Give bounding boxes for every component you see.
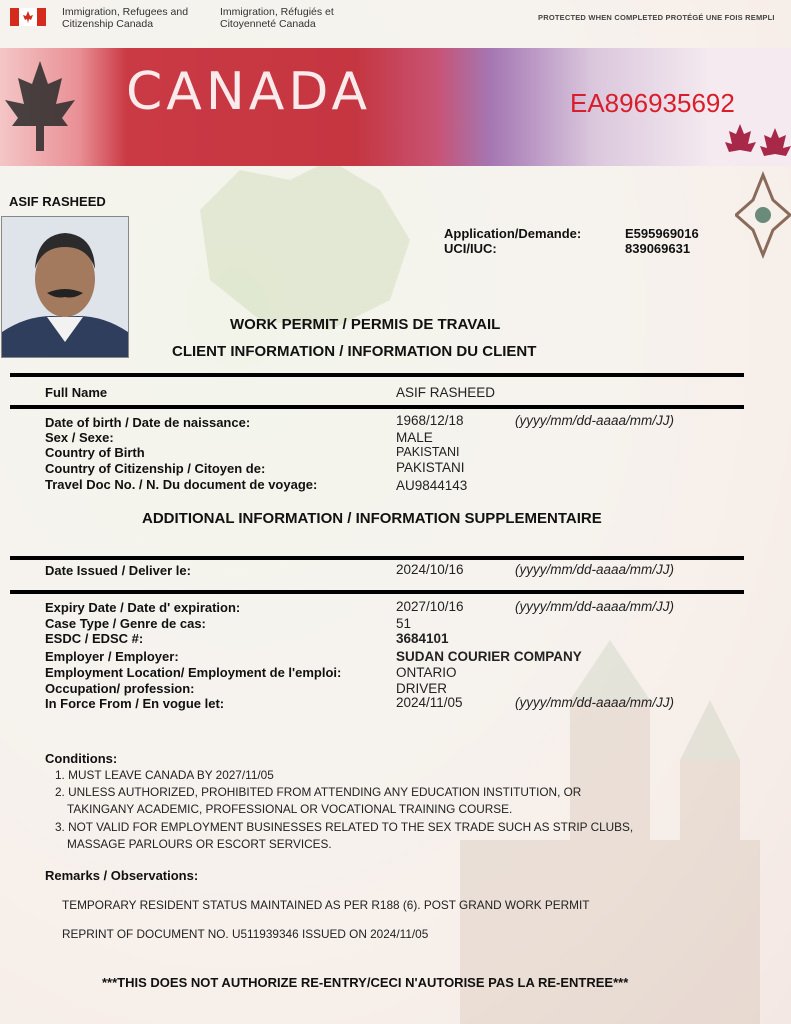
department-name-fr (220, 6, 334, 30)
holder-photo (1, 216, 129, 358)
citizenship-label: Country of Citizenship / Citoyen de: (45, 461, 266, 476)
application-value: E595969016 (625, 226, 699, 241)
protected-notice: PROTECTED WHEN COMPLETED PROTÉGÉ UNE FOIS REMPLI (538, 13, 775, 22)
dob-label: Date of birth / Date de naissance: (45, 415, 251, 430)
department-fr-line1: Immigration, Réfugiés et (220, 6, 334, 18)
country-birth-value: PAKISTANI (396, 445, 460, 459)
full-name-label: Full Name (45, 385, 108, 400)
uci-value: 839069631 (625, 241, 691, 256)
client-info-title: CLIENT INFORMATION / INFORMATION DU CLIENT (172, 343, 537, 360)
date-issued-label: Date Issued / Deliver le: (45, 563, 191, 578)
condition-3-line1: 3. NOT VALID FOR EMPLOYMENT BUSINESSES RELATED TO THE SEX TRADE SUCH AS STRIP CLUBS, (55, 820, 634, 834)
remark-1: TEMPORARY RESIDENT STATUS MAINTAINED AS PER R188 (6). POST GRAND WORK PERMIT (62, 898, 590, 912)
date-format-hint: (yyyy/mm/dd-aaaa/mm/JJ) (515, 413, 675, 428)
snowflake-emblem-icon (735, 170, 791, 260)
date-issued-value: 2024/10/16 (396, 562, 464, 577)
date-format-hint: (yyyy/mm/dd-aaaa/mm/JJ) (515, 562, 675, 577)
department-en-line2: Citizenship Canada (62, 18, 154, 30)
case-type-value: 51 (396, 616, 412, 631)
remarks-title: Remarks / Observations: (45, 868, 199, 883)
country-title: CANADA (126, 62, 372, 122)
occupation-label: Occupation/ profession: (45, 681, 195, 696)
travel-doc-label: Travel Doc No. / N. Du document de voyage: (45, 477, 318, 492)
portrait-image (2, 217, 128, 357)
condition-3-line2: MASSAGE PARLOURS OR ESCORT SERVICES. (67, 837, 332, 851)
holder-name: ASIF RASHEED (9, 194, 106, 209)
maple-leaf-icon (0, 56, 80, 156)
remark-2: REPRINT OF DOCUMENT NO. U511939346 ISSUED ON 2024/11/05 (62, 927, 429, 941)
in-force-label: In Force From / En vogue let: (45, 696, 225, 711)
department-fr-line2: Citoyenneté Canada (220, 18, 316, 30)
condition-2-line2: TAKINGANY ACADEMIC, PROFESSIONAL OR VOCATIONAL TRAINING COURSE. (67, 802, 513, 816)
date-format-hint: (yyyy/mm/dd-aaaa/mm/JJ) (515, 695, 675, 710)
dob-value: 1968/12/18 (396, 413, 464, 428)
sex-value: MALE (396, 430, 433, 445)
map-watermark (180, 150, 420, 340)
conditions-title: Conditions: (45, 751, 118, 766)
uci-label: UCI/IUC: (444, 241, 497, 256)
employer-value: SUDAN COURIER COMPANY (396, 649, 582, 664)
case-type-label: Case Type / Genre de cas: (45, 616, 206, 631)
condition-1: 1. MUST LEAVE CANADA BY 2027/11/05 (55, 768, 274, 782)
in-force-value: 2024/11/05 (396, 695, 463, 710)
expiry-label: Expiry Date / Date d' expiration: (45, 600, 241, 615)
document-number: EA896935692 (570, 88, 735, 118)
divider-rule (10, 556, 744, 560)
department-en-line1: Immigration, Refugees and (62, 6, 189, 18)
additional-info-title: ADDITIONAL INFORMATION / INFORMATION SUPPLEMENTAIRE (142, 510, 602, 527)
condition-2-line1: 2. UNLESS AUTHORIZED, PROHIBITED FROM ATTENDING ANY EDUCATION INSTITUTION, OR (55, 785, 582, 799)
sex-label: Sex / Sexe: (45, 430, 114, 445)
reentry-notice: ***THIS DOES NOT AUTHORIZE RE-ENTRY/CECI N'AUTORISE PAS LA RE-ENTREE*** (102, 975, 629, 990)
divider-rule (10, 373, 744, 377)
occupation-value: DRIVER (396, 681, 448, 696)
travel-doc-value: AU9844143 (396, 478, 468, 493)
permit-title: WORK PERMIT / PERMIS DE TRAVAIL (230, 316, 501, 333)
department-name-en (62, 6, 188, 30)
maple-leaves-icon (725, 120, 791, 160)
employment-location-value: ONTARIO (396, 665, 457, 680)
citizenship-value: PAKISTANI (396, 460, 465, 475)
divider-rule (10, 405, 744, 409)
esdc-label: ESDC / EDSC #: (45, 631, 144, 646)
employer-label: Employer / Employer: (45, 649, 179, 664)
country-birth-label: Country of Birth (45, 445, 145, 460)
employment-location-label: Employment Location/ Employment de l'emploi: (45, 665, 342, 680)
date-format-hint: (yyyy/mm/dd-aaaa/mm/JJ) (515, 599, 675, 614)
divider-rule (10, 590, 744, 594)
esdc-value: 3684101 (396, 631, 449, 646)
expiry-value: 2027/10/16 (396, 599, 464, 614)
full-name-value: ASIF RASHEED (396, 385, 496, 400)
canada-flag-icon (10, 8, 46, 26)
application-label: Application/Demande: (444, 226, 582, 241)
